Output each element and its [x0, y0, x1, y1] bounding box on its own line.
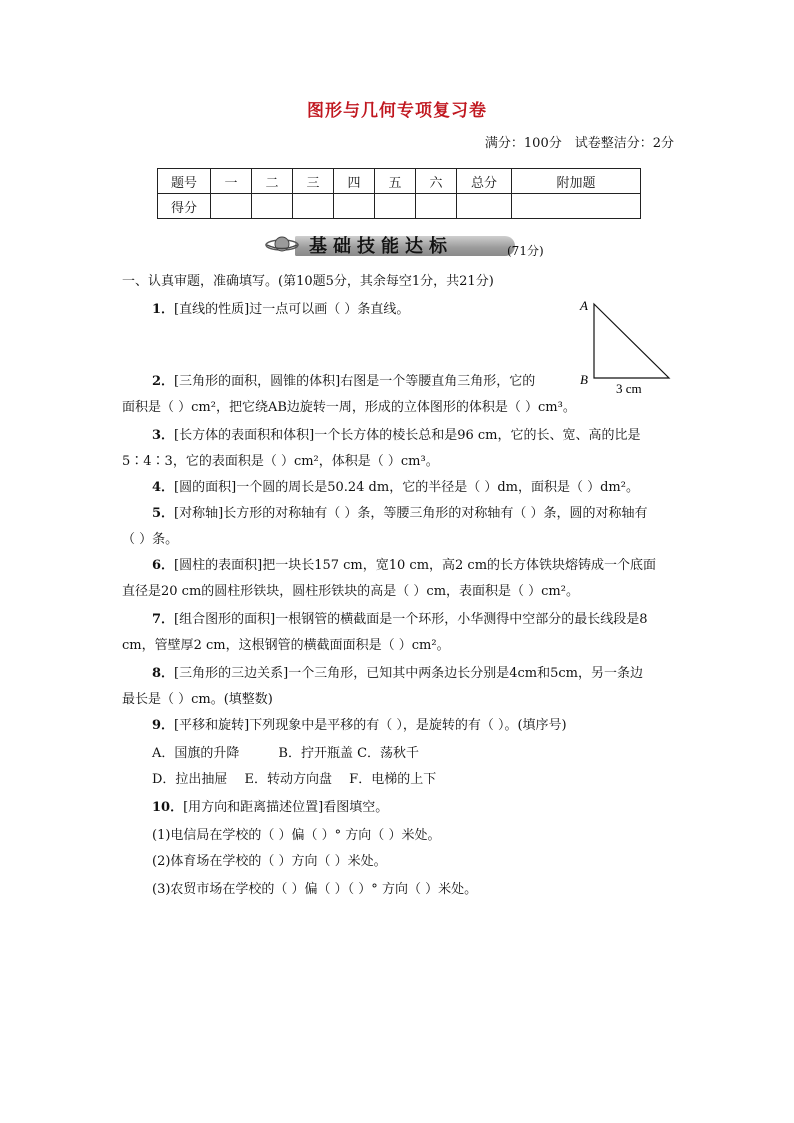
- question-8: [152, 662, 643, 681]
- question-3: [152, 424, 640, 443]
- question-7: [152, 608, 647, 627]
- question-number: 5．: [152, 506, 175, 521]
- question-number: 6．: [152, 558, 175, 573]
- question-number: 3．: [152, 428, 175, 443]
- vertex-label-a: A: [580, 298, 588, 313]
- part1-heading: 一、认真审题，准确填写。(第10题5分，其余每空1分，共21分): [122, 274, 494, 289]
- score-input-cell[interactable]: [457, 194, 512, 219]
- score-input-cell[interactable]: [211, 194, 252, 219]
- question-text: [组合图形的面积]一根钢管的横截面是一个环形，小华测得中空部分的最长线段是8: [174, 612, 648, 627]
- question-10-sub-1: (1)电信局在学校的（ ）偏（ ）° 方向（ ）米处。: [152, 828, 441, 843]
- question-number: 1．: [152, 302, 175, 317]
- question-7-cont: cm，管壁厚2 cm，这根钢管的横截面面积是（ ）cm²。: [122, 638, 450, 653]
- table-cell: 附加题: [512, 169, 641, 194]
- score-input-cell[interactable]: [512, 194, 641, 219]
- score-table-header-row: [158, 169, 641, 194]
- question-10-sub-3: (3)农贸市场在学校的（ ）偏（ ）（ ）° 方向（ ）米处。: [152, 882, 478, 897]
- table-cell: 一: [211, 169, 252, 194]
- score-table: [157, 168, 641, 219]
- question-2: [152, 370, 535, 389]
- page-title: 图形与几何专项复习卷: [307, 101, 487, 121]
- vertex-label-b: B: [580, 372, 588, 387]
- table-cell: 总分: [457, 169, 512, 194]
- question-3-cont: 5∶4∶3，它的表面积是（ ）cm²，体积是（ ）cm³。: [122, 454, 439, 469]
- table-cell: 五: [375, 169, 416, 194]
- question-5: [152, 502, 647, 521]
- question-9: [152, 714, 567, 733]
- table-cell: 四: [334, 169, 375, 194]
- question-number: 9．: [152, 718, 175, 733]
- question-1: [152, 298, 409, 317]
- question-text: [用方向和距离描述位置]看图填空。: [183, 800, 389, 815]
- score-input-cell[interactable]: [252, 194, 293, 219]
- question-text: [圆的面积]一个圆的周长是50.24 dm，它的半径是（ ）dm，面积是（ ）dm²。: [174, 480, 639, 495]
- question-text: [三角形的三边关系]一个三角形，已知其中两条边长分别是4cm和5cm，另一条边: [174, 666, 643, 681]
- question-2-cont: 面积是（ ）cm²，把它绕AB边旋转一周，形成的立体图形的体积是（ ）cm³。: [122, 400, 576, 415]
- question-text: [三角形的面积，圆锥的体积]右图是一个等腰直角三角形，它的: [174, 374, 536, 389]
- score-input-cell[interactable]: [334, 194, 375, 219]
- base-length-label: 3 cm: [616, 381, 642, 396]
- score-input-cell[interactable]: [293, 194, 334, 219]
- question-6-cont: 直径是20 cm的圆柱形铁块，圆柱形铁块的高是（ ）cm，表面积是（ ）cm²。: [122, 584, 579, 599]
- question-5-cont: （ ）条。: [122, 532, 179, 547]
- question-text: [对称轴]长方形的对称轴有（ ）条，等腰三角形的对称轴有（ ）条，圆的对称轴有: [174, 506, 648, 521]
- question-9-options-1: A．国旗的升降 B．拧开瓶盖 C．荡秋千: [152, 746, 420, 761]
- planet-icon: [265, 233, 299, 255]
- question-number: 4．: [152, 480, 175, 495]
- question-10-sub-2: (2)体育场在学校的（ ）方向（ ）米处。: [152, 854, 387, 869]
- question-number: 2．: [152, 374, 175, 389]
- question-9-options-2: D．拉出抽屉 E．转动方向盘 F．电梯的上下: [152, 772, 437, 787]
- question-8-cont: 最长是（ ）cm。(填整数): [122, 692, 273, 707]
- question-number: 10．: [152, 800, 184, 815]
- score-input-cell[interactable]: [375, 194, 416, 219]
- triangle-figure: [576, 296, 676, 396]
- table-cell: 六: [416, 169, 457, 194]
- question-10: [152, 796, 388, 815]
- section-points: (71分): [507, 244, 544, 258]
- section-title: 基础技能达标: [309, 236, 453, 257]
- score-table-row: [158, 194, 641, 219]
- question-number: 7．: [152, 612, 175, 627]
- question-4: [152, 476, 639, 495]
- table-cell: 二: [252, 169, 293, 194]
- question-text: [平移和旋转]下列现象中是平移的有（ ），是旋转的有（ ）。(填序号): [174, 718, 567, 733]
- question-text: [直线的性质]过一点可以画（ ）条直线。: [174, 302, 410, 317]
- score-input-cell[interactable]: [416, 194, 457, 219]
- section-banner: [265, 230, 555, 260]
- question-text: [圆柱的表面积]把一块长157 cm，宽10 cm，高2 cm的长方体铁块熔铸成一个底面: [174, 558, 657, 573]
- score-info: 满分：100分 试卷整洁分：2分: [484, 136, 674, 151]
- question-number: 8．: [152, 666, 175, 681]
- table-cell: 三: [293, 169, 334, 194]
- table-cell: 得分: [158, 194, 211, 219]
- table-cell: 题号: [158, 169, 211, 194]
- question-text: [长方体的表面积和体积]一个长方体的棱长总和是96 cm，它的长、宽、高的比是: [174, 428, 641, 443]
- question-6: [152, 554, 656, 573]
